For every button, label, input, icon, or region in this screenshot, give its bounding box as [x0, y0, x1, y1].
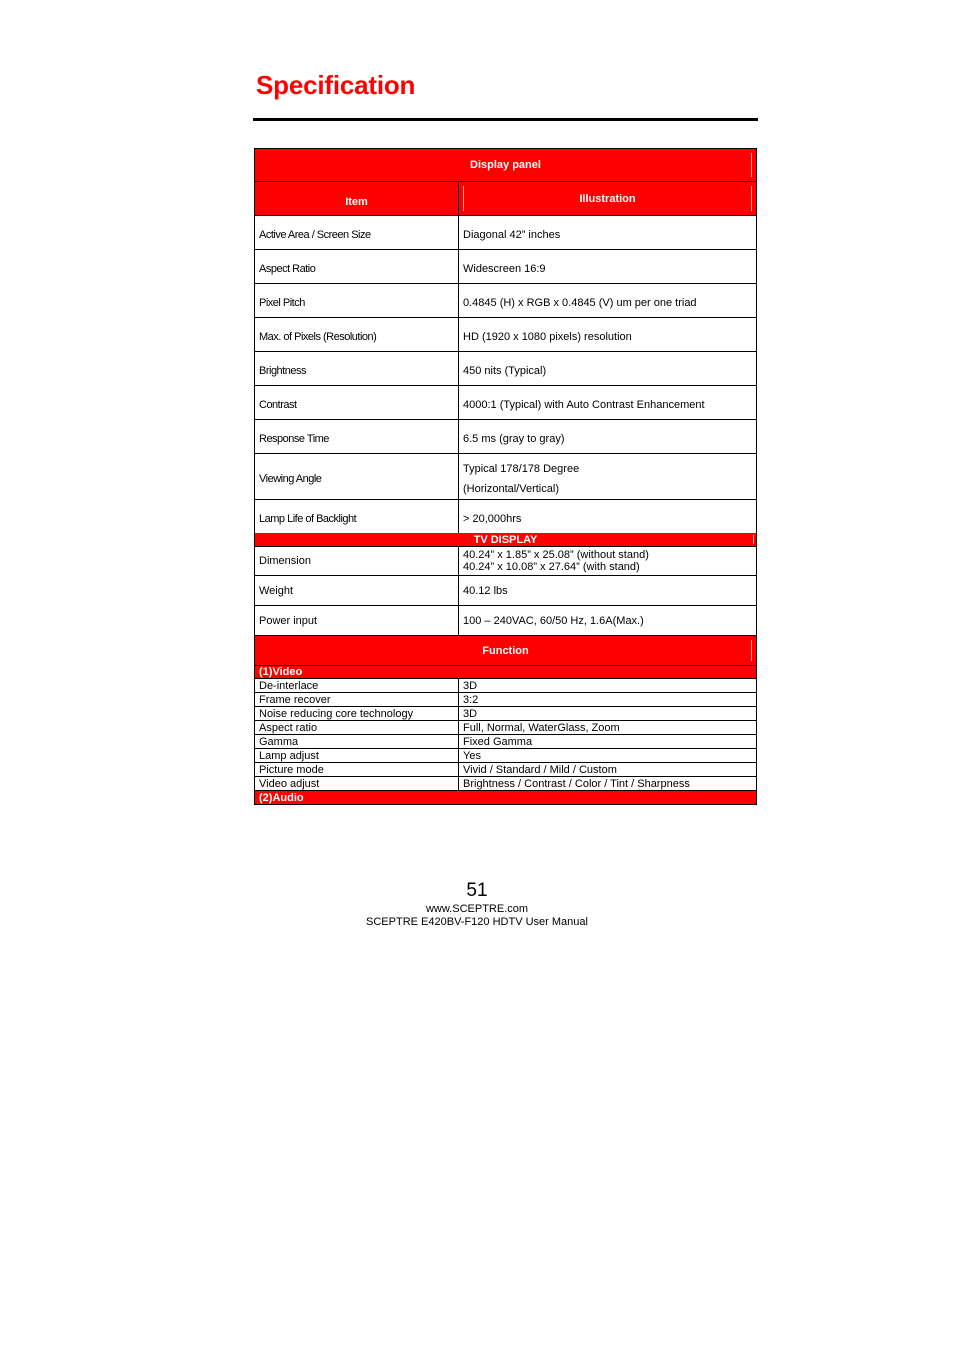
table-row [254, 735, 757, 749]
table-row [254, 576, 757, 606]
display-panel-header: Display panel [470, 159, 541, 171]
spec-item-label [255, 216, 459, 249]
spec-item-value [459, 763, 756, 776]
spec-value-text: 3D [463, 707, 478, 720]
spec-item-value [459, 749, 756, 762]
spec-item-value [459, 777, 756, 790]
spec-item-text: De-interlace [259, 679, 319, 692]
spec-item-text: Gamma [259, 735, 299, 748]
title-rule [253, 118, 758, 121]
spec-item-label [255, 763, 459, 776]
spec-value-text: Typical 178/178 Degree [463, 462, 580, 475]
spec-item-label [255, 547, 459, 575]
spec-item-text: Aspect ratio [259, 721, 318, 734]
column-header-item: Item [345, 195, 368, 208]
spec-item-text: Response Time [259, 432, 329, 445]
spec-item-value [459, 735, 756, 748]
audio-section-row [254, 791, 757, 805]
spec-item-text: Lamp Life of Backlight [259, 512, 357, 525]
spec-value-text: 0.4845 (H) x RGB x 0.4845 (V) um per one triad [463, 296, 697, 309]
spec-item-label [255, 500, 459, 533]
spec-item-value [459, 318, 756, 351]
table-row [254, 500, 757, 534]
spec-value-text: Fixed Gamma [463, 735, 533, 748]
spec-item-label [255, 420, 459, 453]
table-row [254, 777, 757, 791]
spec-item-value [459, 500, 756, 533]
table-row [254, 749, 757, 763]
spec-item-label [255, 606, 459, 635]
spec-item-text: Weight [259, 584, 294, 597]
table-row [254, 679, 757, 693]
spec-item-text: Lamp adjust [259, 749, 319, 762]
spec-item-label [255, 576, 459, 605]
table-row [254, 763, 757, 777]
table-row [254, 216, 757, 250]
page-title: Specification [256, 70, 416, 100]
spec-value-text: Brightness / Contrast / Color / Tint / Sharpness [463, 777, 690, 790]
spec-item-value [459, 707, 756, 720]
spec-item-label [255, 735, 459, 748]
table-row [254, 693, 757, 707]
spec-item-value [459, 454, 756, 499]
spec-item-value [459, 721, 756, 734]
spec-item-value [459, 216, 756, 249]
spec-value-text: Vivid / Standard / Mild / Custom [463, 763, 617, 776]
spec-item-label [255, 721, 459, 734]
spec-value-text: 3:2 [463, 693, 479, 706]
spec-item-text: Noise reducing core technology [259, 707, 414, 720]
table-row [254, 318, 757, 352]
spec-item-text: Pixel Pitch [259, 296, 305, 309]
tv-display-header-row [254, 533, 757, 547]
spec-item-value [459, 386, 756, 419]
spec-value-text: Full, Normal, WaterGlass, Zoom [463, 721, 620, 734]
spec-value-text: 40.12 lbs [463, 584, 508, 597]
spec-item-text: Contrast [259, 398, 297, 411]
audio-section-label: (2)Audio [259, 791, 304, 804]
spec-value-text: 4000:1 (Typical) with Auto Contrast Enhancement [463, 398, 705, 411]
page-number: 51 [466, 880, 488, 901]
spec-item-value [459, 576, 756, 605]
table-row [254, 352, 757, 386]
spec-value-text: 100 – 240VAC, 60/50 Hz, 1.6A(Max.) [463, 614, 644, 627]
spec-value-text: Widescreen 16:9 [463, 262, 546, 275]
video-section-row [254, 666, 757, 679]
function-header: Function [482, 644, 529, 657]
spec-item-value [459, 250, 756, 283]
spec-item-text: Video adjust [259, 777, 320, 790]
spec-item-label [255, 454, 459, 499]
table-row [254, 284, 757, 318]
table-row [254, 420, 757, 454]
footer-manual-title: SCEPTRE E420BV-F120 HDTV User Manual [366, 916, 588, 928]
display-panel-table [254, 148, 757, 534]
spec-item-label [255, 352, 459, 385]
spec-item-text: Viewing Angle [259, 472, 322, 485]
table-row [254, 547, 757, 576]
column-header-illustration: Illustration [579, 192, 636, 205]
spec-item-value [459, 352, 756, 385]
table-row [254, 386, 757, 420]
table-row [254, 606, 757, 636]
spec-item-text: Max. of Pixels (Resolution) [259, 330, 377, 343]
spec-item-label [255, 777, 459, 790]
spec-value-text: Diagonal 42” inches [463, 228, 561, 241]
spec-item-label [255, 693, 459, 706]
tv-display-header: TV DISPLAY [473, 533, 538, 546]
spec-value-text: 40.24” x 1.85” x 25.08” (without stand) [463, 549, 649, 561]
spec-item-value [459, 284, 756, 317]
spec-item-value [459, 679, 756, 692]
spec-item-label [255, 250, 459, 283]
spec-value-text-2: (Horizontal/Vertical) [463, 482, 559, 495]
spec-item-label [255, 318, 459, 351]
column-header-row [254, 182, 757, 216]
spec-item-label [255, 386, 459, 419]
spec-item-value [459, 606, 756, 635]
spec-item-text: Frame recover [259, 693, 331, 706]
spec-item-text: Picture mode [259, 763, 324, 776]
table-row [254, 721, 757, 735]
spec-value-text-2: 40.24” x 10.08” x 27.64” (with stand) [463, 561, 640, 573]
spec-item-text: Active Area / Screen Size [259, 228, 371, 241]
spec-value-text: > 20,000hrs [463, 512, 522, 525]
spec-value-text: 3D [463, 679, 478, 692]
spec-item-text: Aspect Ratio [259, 262, 316, 275]
table-row [254, 454, 757, 500]
spec-item-value [459, 420, 756, 453]
spec-item-text: Brightness [259, 364, 306, 377]
spec-item-text: Dimension [259, 555, 311, 567]
table-row [254, 250, 757, 284]
spec-item-text: Power input [259, 614, 318, 627]
spec-value-text: HD (1920 x 1080 pixels) resolution [463, 330, 632, 343]
display-panel-header-row [254, 148, 757, 182]
function-header-row [254, 636, 757, 666]
spec-value-text: 450 nits (Typical) [463, 364, 547, 377]
spec-value-text: 6.5 ms (gray to gray) [463, 432, 565, 445]
spec-item-label [255, 284, 459, 317]
spec-item-label [255, 679, 459, 692]
spec-item-value [459, 693, 756, 706]
spec-item-label [255, 749, 459, 762]
table-row [254, 707, 757, 721]
spec-item-value [459, 547, 756, 575]
tv-display-table [254, 533, 757, 805]
video-section-label: (1)Video [259, 666, 303, 678]
footer-website: www.SCEPTRE.com [425, 903, 529, 915]
spec-item-label [255, 707, 459, 720]
spec-value-text: Yes [463, 749, 481, 762]
